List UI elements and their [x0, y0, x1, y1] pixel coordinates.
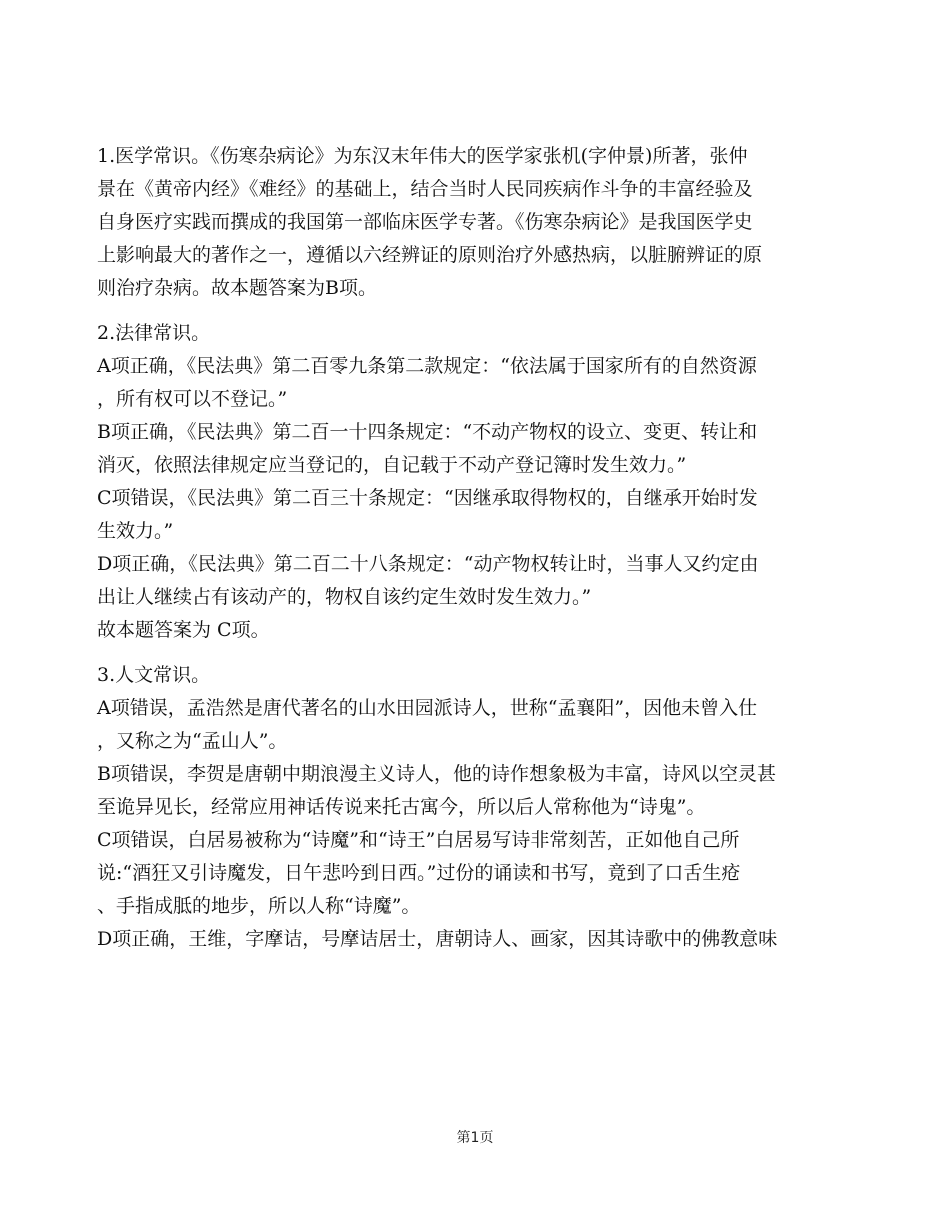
text-line: 出让人继续占有该动产的，物权自该约定生效时发生效力。”: [97, 586, 592, 608]
text-line: B项正确，《民法典》第二百一十四条规定：“不动产物权的设立、变更、转让和: [97, 421, 758, 443]
text-line: A项正确，《民法典》第二百零九条第二款规定：“依法属于国家所有的自然资源: [97, 355, 757, 377]
page-number: 第1页: [456, 1130, 494, 1146]
section-gap: [97, 305, 867, 317]
section-law: [97, 317, 867, 647]
text-line: ，又称之为“孟山人”。: [97, 730, 288, 752]
text-line: 、手指成胝的地步，所以人称“诗魔”。: [97, 895, 421, 917]
text-line: 1.医学常识。《伤寒杂病论》为东汉末年伟大的医学家张机(字仲景)所著，张仲: [97, 145, 748, 167]
text-line: D项正确，王维，字摩诘，号摩诘居士，唐朝诗人、画家，因其诗歌中的佛教意味: [97, 928, 778, 950]
text-line: D项正确，《民法典》第二百二十八条规定：“动产物权转让时，当事人又约定由: [97, 553, 759, 575]
text-line: 说:“酒狂又引诗魔发，日午悲吟到日西。”过份的诵读和书写，竟到了口舌生疮: [97, 862, 741, 884]
text-line: 至诡异见长，经常应用神话传说来托古寓今，所以后人常称他为“诗鬼”。: [97, 796, 706, 818]
section-medical: [97, 140, 867, 305]
text-line: 上影响最大的著作之一，遵循以六经辨证的原则治疗外感热病，以脏腑辨证的原: [97, 244, 763, 266]
section-gap: [97, 647, 867, 659]
document-body: [97, 140, 867, 956]
section-heading: 3.人文常识。: [97, 664, 211, 686]
section-heading: 2.法律常识。: [97, 322, 211, 344]
text-line: 景在《黄帝内经》《难经》的基础上，结合当时人民同疾病作斗争的丰富经验及: [97, 178, 753, 200]
text-line: 消灭，依照法律规定应当登记的，自记载于不动产登记簿时发生效力。”: [97, 454, 687, 476]
text-line: A项错误，孟浩然是唐代著名的山水田园派诗人，世称“孟襄阳”，因他未曾入仕: [97, 697, 758, 719]
text-line: C项错误，白居易被称为“诗魔”和“诗王”白居易写诗非常刻苦，正如他自己所: [97, 829, 740, 851]
text-line: 生效力。”: [97, 520, 174, 542]
text-line: ，所有权可以不登记。”: [97, 388, 288, 410]
section-humanities: [97, 659, 867, 956]
text-line: 故本题答案为 C项。: [97, 619, 270, 641]
text-line: B项错误，李贺是唐朝中期浪漫主义诗人，他的诗作想象极为丰富，诗风以空灵甚: [97, 763, 776, 785]
text-line: 则治疗杂病。故本题答案为B项。: [97, 277, 377, 299]
text-line: C项错误，《民法典》第二百三十条规定：“因继承取得物权的，自继承开始时发: [97, 487, 758, 509]
text-line: 自身医疗实践而撰成的我国第一部临床医学专著。《伤寒杂病论》是我国医学史: [97, 211, 753, 233]
